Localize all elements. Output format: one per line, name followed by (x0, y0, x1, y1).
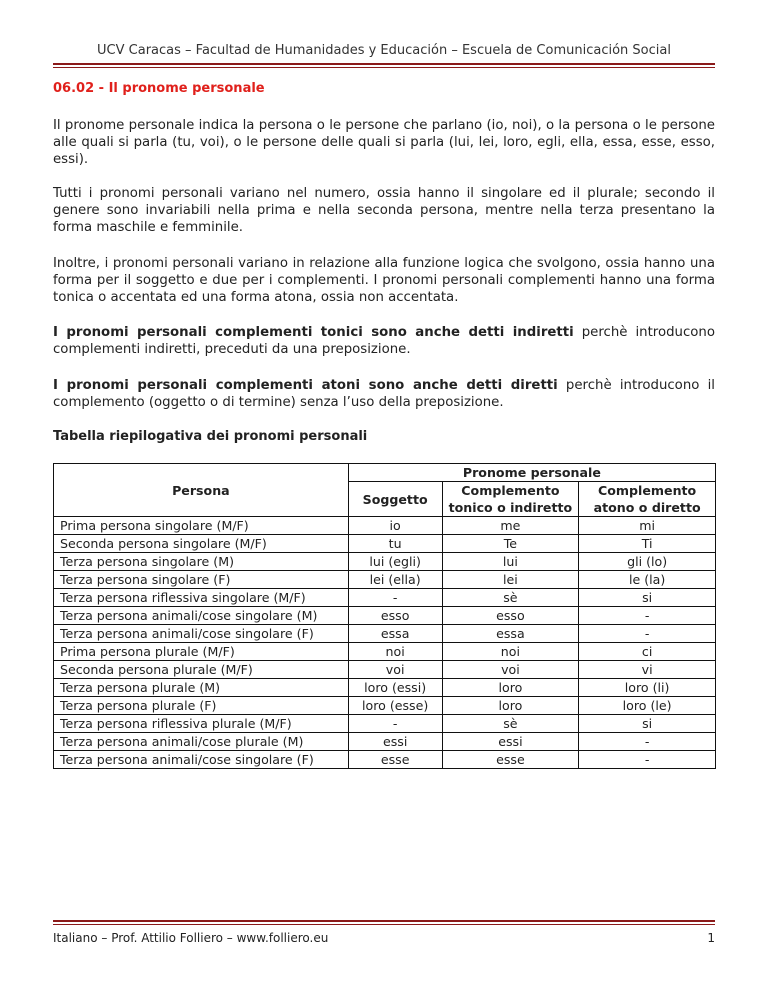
header-atono-line1: Complemento (598, 483, 697, 498)
table-row (54, 607, 716, 625)
cell-tonico: esse (442, 751, 579, 769)
paragraph-4-bold: I pronomi personali complementi tonici sono anche detti indiretti (53, 325, 574, 340)
cell-soggetto: essi (348, 733, 442, 751)
table-row (54, 517, 716, 535)
cell-persona: Terza persona singolare (F) (54, 571, 349, 589)
paragraph-5-rest: perchè introducono il complemento (oggetto o di termine) senza l’uso della preposizione. (53, 378, 715, 410)
cell-atono: - (579, 625, 716, 643)
cell-persona: Terza persona animali/cose plurale (M) (54, 733, 349, 751)
table-row (54, 535, 716, 553)
cell-atono: mi (579, 517, 716, 535)
cell-persona: Seconda persona singolare (M/F) (54, 535, 349, 553)
cell-persona: Seconda persona plurale (M/F) (54, 661, 349, 679)
cell-tonico: loro (442, 697, 579, 715)
cell-tonico: sè (442, 589, 579, 607)
cell-persona: Terza persona plurale (F) (54, 697, 349, 715)
cell-tonico: me (442, 517, 579, 535)
header-tonico (442, 482, 579, 517)
table-header-row-1 (54, 464, 716, 482)
header-rule (53, 63, 715, 65)
table-row (54, 715, 716, 733)
table-row (54, 751, 716, 769)
paragraph-5-bold: I pronomi personali complementi atoni sono anche detti diretti (53, 378, 558, 393)
table-row (54, 733, 716, 751)
cell-tonico: noi (442, 643, 579, 661)
cell-tonico: Te (442, 535, 579, 553)
cell-tonico: sè (442, 715, 579, 733)
cell-tonico: essa (442, 625, 579, 643)
header-soggetto: Soggetto (348, 482, 442, 517)
cell-tonico: essi (442, 733, 579, 751)
table-row (54, 589, 716, 607)
cell-atono: loro (le) (579, 697, 716, 715)
paragraph-4 (53, 324, 715, 358)
paragraph-1: Il pronome personale indica la persona o le persone che parlano (io, noi), o la persona o le persone alle quali si parla (tu, voi), o le persone delle quali si parla (lui, lei, loro, egli, ella, essa, esse, esso, essi). (53, 118, 715, 167)
header-atono (579, 482, 716, 517)
cell-atono: loro (li) (579, 679, 716, 697)
cell-tonico: lei (442, 571, 579, 589)
table-row (54, 643, 716, 661)
footer-text: Italiano – Prof. Attilio Folliero – www.folliero.eu (53, 931, 329, 945)
cell-atono: vi (579, 661, 716, 679)
header-persona: Persona (54, 464, 349, 517)
paragraph-5 (53, 377, 715, 411)
cell-persona: Terza persona riflessiva plurale (M/F) (54, 715, 349, 733)
cell-atono: si (579, 589, 716, 607)
header-tonico-line2: tonico o indiretto (448, 500, 573, 515)
cell-soggetto: esso (348, 607, 442, 625)
header-tonico-line1: Complemento (461, 483, 560, 498)
cell-soggetto: loro (esse) (348, 697, 442, 715)
cell-tonico: voi (442, 661, 579, 679)
cell-soggetto: esse (348, 751, 442, 769)
paragraph-2: Tutti i pronomi personali variano nel numero, ossia hanno il singolare ed il plurale; secondo il genere sono invariabili nella prima e nella seconda persona, mentre nella terza presentano la forma maschile e femminile. (53, 186, 715, 235)
cell-soggetto: essa (348, 625, 442, 643)
cell-soggetto: - (348, 589, 442, 607)
cell-atono: si (579, 715, 716, 733)
cell-atono: - (579, 607, 716, 625)
header-rule-thin (53, 67, 715, 68)
footer-rule-thin (53, 924, 715, 925)
cell-persona: Prima persona singolare (M/F) (54, 517, 349, 535)
cell-atono: - (579, 733, 716, 751)
header-pronome: Pronome personale (348, 464, 715, 482)
cell-atono: ci (579, 643, 716, 661)
pronoun-table (53, 463, 716, 769)
table-row (54, 571, 716, 589)
cell-soggetto: - (348, 715, 442, 733)
page-header: UCV Caracas – Facultad de Humanidades y Educación – Escuela de Comunicación Social (97, 43, 671, 58)
cell-persona: Terza persona animali/cose singolare (F) (54, 625, 349, 643)
cell-atono: - (579, 751, 716, 769)
cell-atono: gli (lo) (579, 553, 716, 571)
cell-atono: Ti (579, 535, 716, 553)
cell-tonico: esso (442, 607, 579, 625)
table-row (54, 553, 716, 571)
cell-persona: Terza persona riflessiva singolare (M/F) (54, 589, 349, 607)
cell-soggetto: lui (egli) (348, 553, 442, 571)
cell-soggetto: loro (essi) (348, 679, 442, 697)
section-title: 06.02 - Il pronome personale (53, 81, 265, 96)
table-body (54, 517, 716, 769)
cell-tonico: loro (442, 679, 579, 697)
cell-persona: Terza persona animali/cose singolare (M) (54, 607, 349, 625)
header-atono-line2: atono o diretto (593, 500, 701, 515)
cell-soggetto: io (348, 517, 442, 535)
table-row (54, 625, 716, 643)
cell-persona: Terza persona singolare (M) (54, 553, 349, 571)
cell-persona: Terza persona animali/cose singolare (F) (54, 751, 349, 769)
cell-soggetto: lei (ella) (348, 571, 442, 589)
table-row (54, 679, 716, 697)
paragraph-4-rest: perchè introducono complementi indiretti, preceduti da una preposizione. (53, 325, 715, 357)
page-number: 1 (707, 931, 715, 945)
cell-atono: le (la) (579, 571, 716, 589)
footer-rule (53, 920, 715, 922)
cell-soggetto: noi (348, 643, 442, 661)
table-caption: Tabella riepilogativa dei pronomi personali (53, 429, 368, 444)
table-row (54, 697, 716, 715)
cell-soggetto: tu (348, 535, 442, 553)
cell-persona: Prima persona plurale (M/F) (54, 643, 349, 661)
cell-persona: Terza persona plurale (M) (54, 679, 349, 697)
cell-soggetto: voi (348, 661, 442, 679)
paragraph-3: Inoltre, i pronomi personali variano in relazione alla funzione logica che svolgono, ossia hanno una forma per il soggetto e due per i complementi. I pronomi personali complementi hanno una forma tonica o accentata ed una forma atona, ossia non accentata. (53, 256, 715, 305)
cell-tonico: lui (442, 553, 579, 571)
table-row (54, 661, 716, 679)
